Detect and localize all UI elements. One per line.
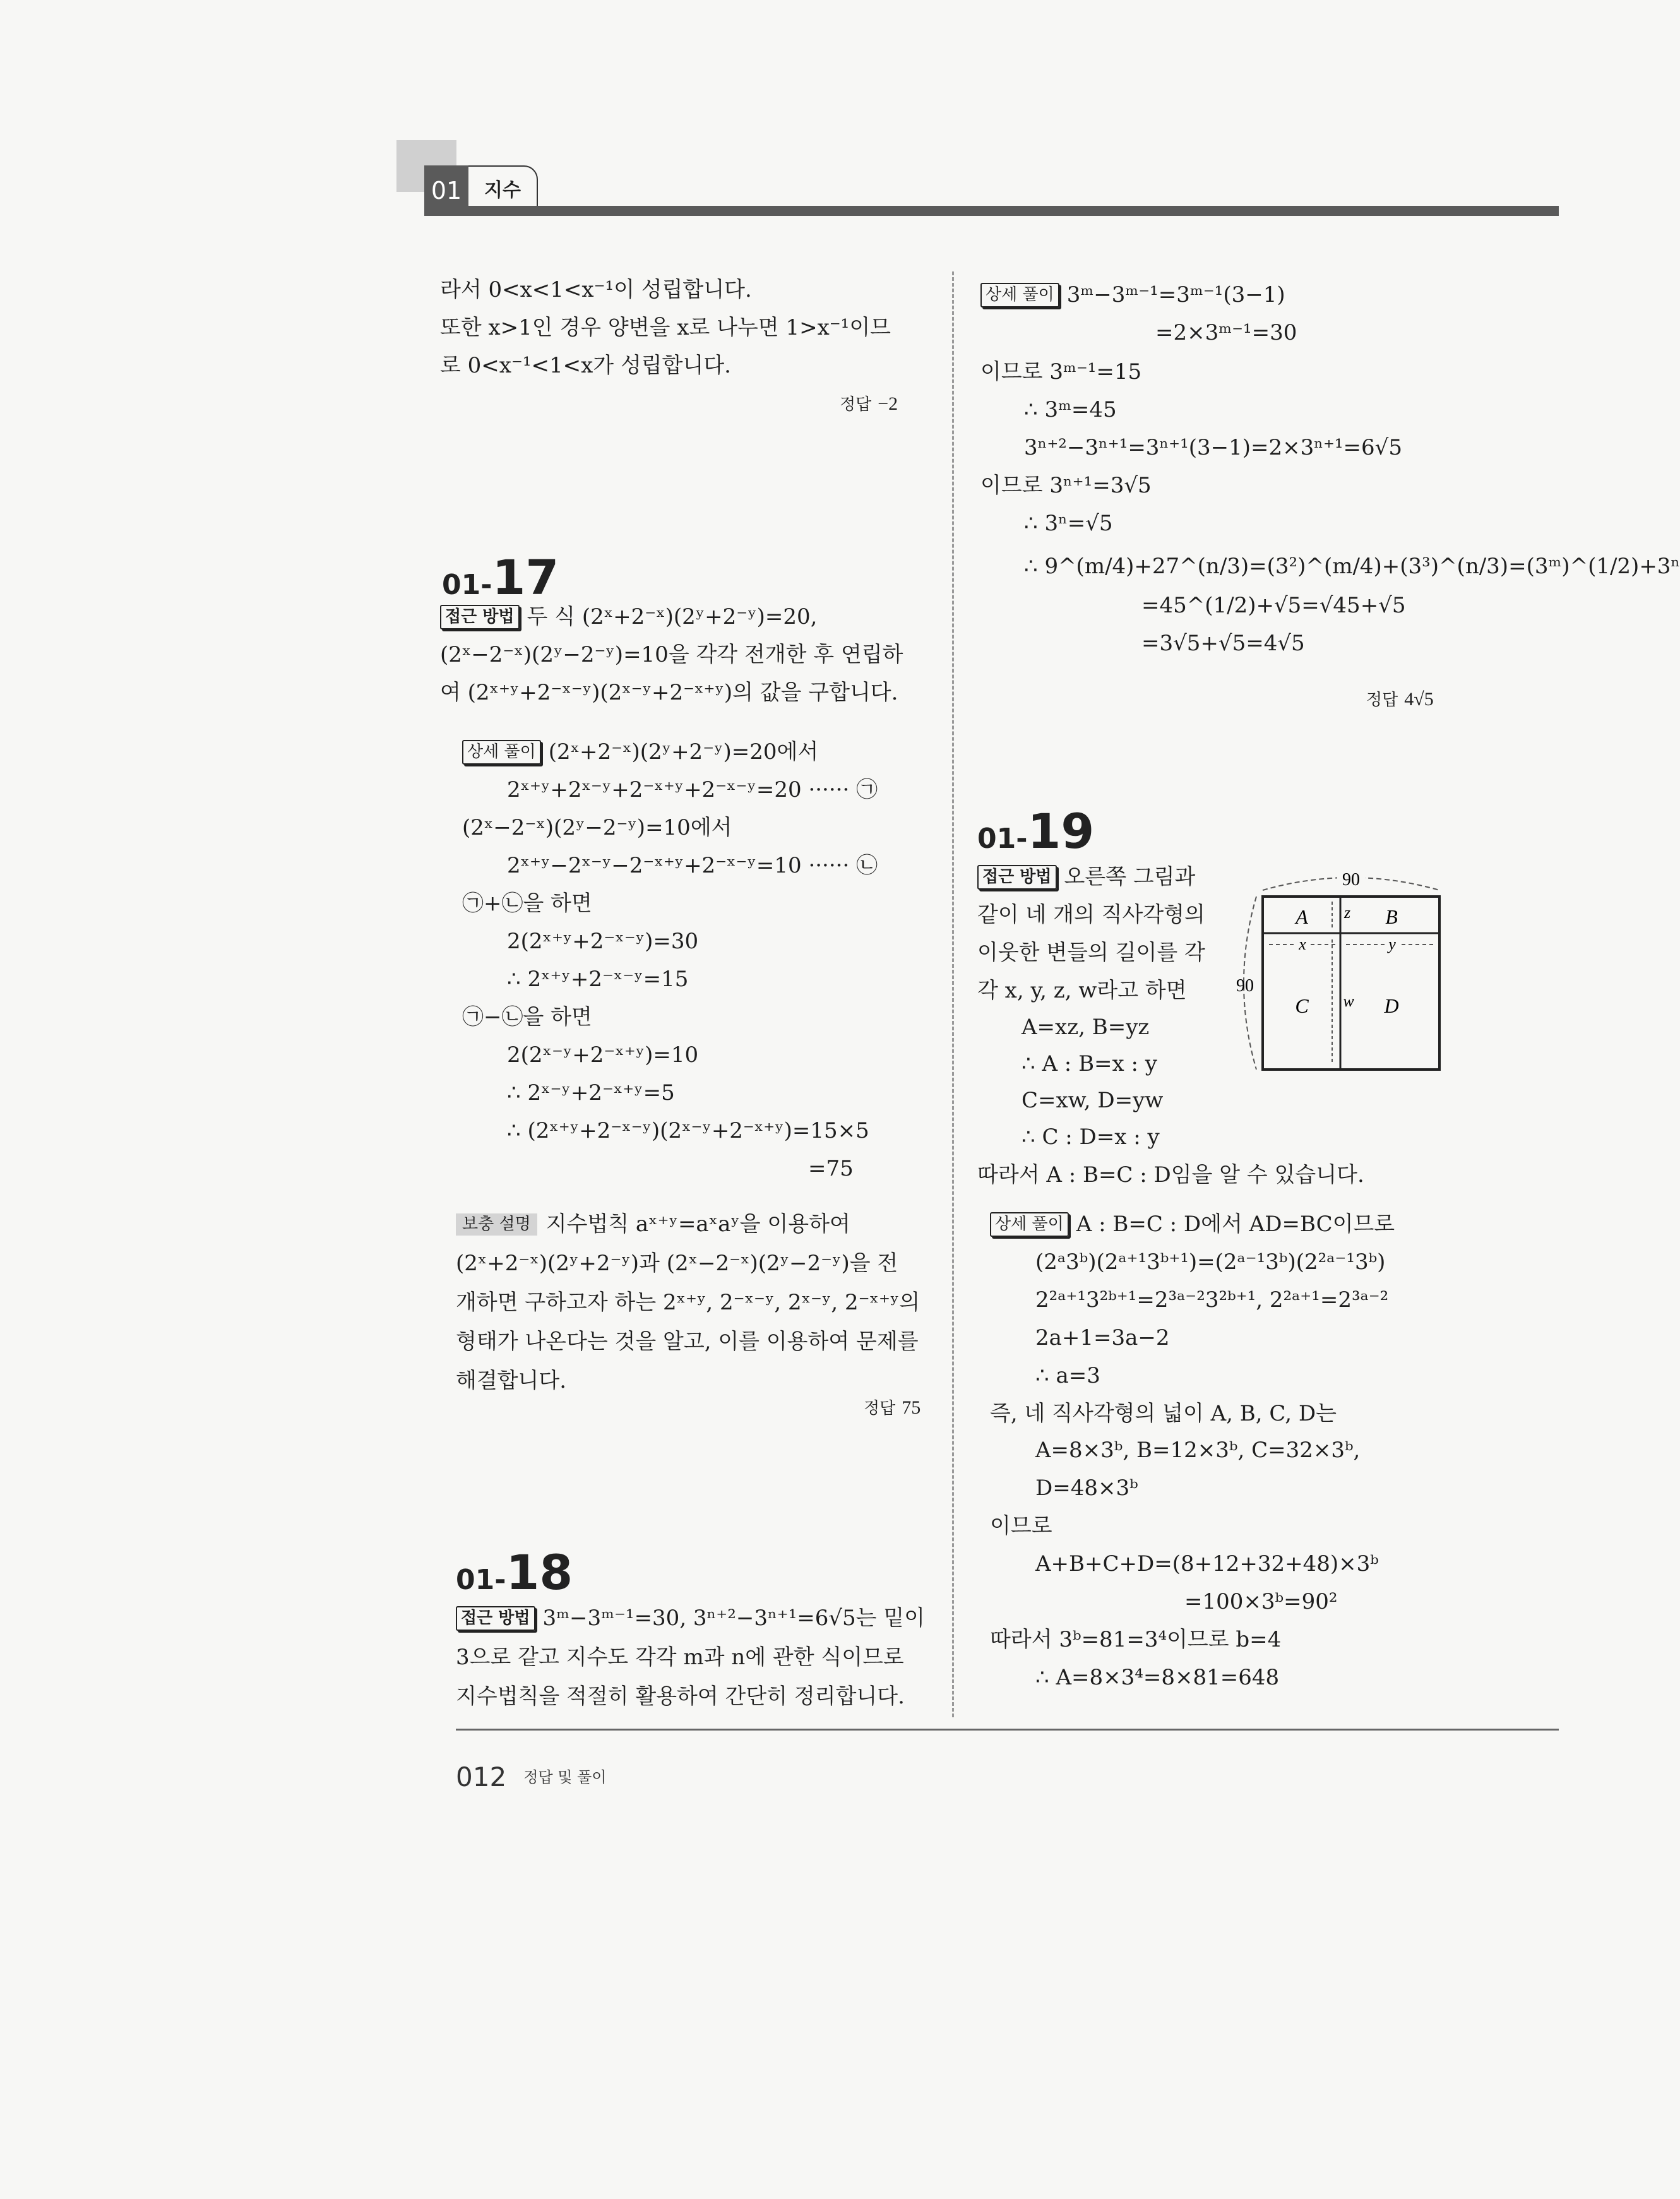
p17-detail-line-9: 2(2ˣ⁻ʸ+2⁻ˣ⁺ʸ)=10	[507, 1042, 699, 1068]
p17-detail-line-12: =75	[808, 1156, 854, 1181]
footer	[456, 1761, 606, 1792]
p19-detail-line-11: =100×3ᵇ=90²	[1184, 1589, 1338, 1614]
p17-detail-line-10: ∴ 2ˣ⁻ʸ+2⁻ˣ⁺ʸ=5	[507, 1080, 675, 1105]
intro-answer	[840, 391, 898, 415]
approach-label: 접근 방법	[977, 865, 1057, 890]
p17-detail-line-5: ㉠+㉡을 하면	[462, 891, 592, 916]
p19-approach-line-2: 같이 네 개의 직사각형의	[977, 902, 1205, 927]
problem-18-number	[456, 1544, 573, 1600]
p19-detail-line-2: (2ᵃ3ᵇ)(2ᵃ⁺¹3ᵇ⁺¹)=(2ᵃ⁻¹3ᵇ)(2²ᵃ⁻¹3ᵇ)	[1035, 1249, 1386, 1275]
rectangle-figure	[1231, 865, 1452, 1086]
p19-approach-line-8: ∴ C : D=x : y	[1022, 1124, 1160, 1150]
approach-text: 두 식 (2ˣ+2⁻ˣ)(2ʸ+2⁻ʸ)=20,	[527, 604, 818, 629]
problem-big-number: 19	[1027, 803, 1095, 859]
p19-approach-line-5: A=xz, B=yz	[1022, 1015, 1150, 1040]
region-D-label: D	[1384, 994, 1399, 1017]
problem-prefix: 01-	[456, 1564, 506, 1596]
p19-detail-line-13: ∴ A=8×3⁴=8×81=648	[1035, 1665, 1280, 1690]
answer-value: −2	[878, 393, 898, 414]
supplement-text: 지수법칙 aˣ⁺ʸ=aˣaʸ을 이용하여	[545, 1212, 850, 1237]
p18-detail-line-1	[980, 283, 1285, 307]
p19-approach-line-4: 각 x, y, z, w라고 하면	[977, 978, 1187, 1003]
p18-detail-line-4: ∴ 3ᵐ=45	[1024, 397, 1117, 422]
w-label: w	[1343, 992, 1354, 1010]
p17-detail-line-3: (2ˣ−2⁻ˣ)(2ʸ−2⁻ʸ)=10에서	[462, 815, 732, 840]
p19-detail-line-4: 2a+1=3a−2	[1035, 1325, 1170, 1350]
page-number: 012	[456, 1761, 507, 1792]
x-label: x	[1299, 935, 1306, 953]
footer-rule	[456, 1729, 1559, 1731]
region-C-label: C	[1295, 994, 1309, 1017]
footer-label: 정답 및 풀이	[523, 1768, 607, 1786]
intro-line-1: 라서 0<x<1<x⁻¹이 성립합니다.	[440, 277, 752, 302]
p19-approach-line-7: C=xw, D=yw	[1022, 1088, 1164, 1113]
problem-big-number: 18	[506, 1544, 573, 1600]
p18-approach-line-3: 지수법칙을 적절히 활용하여 간단히 정리합니다.	[456, 1684, 905, 1709]
detail-text: (2ˣ+2⁻ˣ)(2ʸ+2⁻ʸ)=20에서	[548, 739, 819, 765]
answer-label: 정답	[864, 1399, 896, 1418]
p19-approach-line-9: 따라서 A : B=C : D임을 알 수 있습니다.	[977, 1162, 1364, 1188]
p18-approach-line-2: 3으로 같고 지수도 각각 m과 n에 관한 식이므로	[456, 1645, 904, 1670]
detail-label: 상세 풀이	[462, 740, 541, 765]
header-rule	[424, 206, 1559, 216]
answer-value: 4√5	[1404, 689, 1434, 710]
p19-detail-line-5: ∴ a=3	[1035, 1363, 1100, 1388]
p19-detail-line-7: A=8×3ᵇ, B=12×3ᵇ, C=32×3ᵇ,	[1035, 1438, 1361, 1463]
answer-label: 정답	[1366, 691, 1398, 710]
problem-17-number	[442, 549, 559, 605]
z-label: z	[1343, 903, 1351, 922]
column-divider	[952, 271, 954, 1717]
p17-approach-line-1	[440, 605, 817, 629]
p19-detail-line-6: 즉, 네 직사각형의 넓이 A, B, C, D는	[990, 1401, 1337, 1426]
p19-detail-line-8: D=48×3ᵇ	[1035, 1475, 1138, 1501]
approach-text: 오른쪽 그림과	[1064, 864, 1196, 890]
problem-big-number: 17	[492, 549, 559, 605]
region-A-label: A	[1296, 905, 1308, 928]
p17-supplement-line-5: 해결합니다.	[456, 1368, 567, 1393]
p17-detail-line-7: ∴ 2ˣ⁺ʸ+2⁻ˣ⁻ʸ=15	[507, 967, 689, 992]
outer-square	[1263, 897, 1439, 1070]
intro-line-3: 로 0<x⁻¹<1<x가 성립합니다.	[440, 353, 731, 378]
answer-value: 75	[902, 1397, 921, 1418]
intro-line-2: 또한 x>1인 경우 양변을 x로 나누면 1>x⁻¹이므	[440, 315, 891, 340]
p19-detail-line-10: A+B+C+D=(8+12+32+48)×3ᵇ	[1035, 1551, 1379, 1576]
detail-text: A : B=C : D에서 AD=BC이므로	[1076, 1212, 1395, 1237]
problem-prefix: 01-	[977, 823, 1028, 855]
region-B-label: B	[1385, 905, 1398, 928]
p19-detail-line-12: 따라서 3ᵇ=81=3⁴이므로 b=4	[990, 1627, 1282, 1652]
approach-label: 접근 방법	[456, 1606, 535, 1631]
p17-supplement-line-2: (2ˣ+2⁻ˣ)(2ʸ+2⁻ʸ)과 (2ˣ−2⁻ˣ)(2ʸ−2⁻ʸ)을 전	[456, 1251, 898, 1276]
p18-detail-line-3: 이므로 3ᵐ⁻¹=15	[980, 359, 1142, 384]
chapter-number: 01	[431, 177, 462, 205]
p17-detail-line-4: 2ˣ⁺ʸ−2ˣ⁻ʸ−2⁻ˣ⁺ʸ+2⁻ˣ⁻ʸ=10 ······ ㉡	[507, 853, 878, 878]
detail-text: 3ᵐ−3ᵐ⁻¹=3ᵐ⁻¹(3−1)	[1066, 282, 1285, 307]
p17-detail-line-1	[462, 740, 818, 765]
problem-19-number	[977, 803, 1094, 859]
approach-label: 접근 방법	[440, 605, 520, 629]
y-label: y	[1388, 935, 1396, 953]
problem-prefix: 01-	[442, 569, 492, 601]
p17-detail-line-2: 2ˣ⁺ʸ+2ˣ⁻ʸ+2⁻ˣ⁺ʸ+2⁻ˣ⁻ʸ=20 ······ ㉠	[507, 777, 878, 802]
p19-detail-line-1	[990, 1212, 1395, 1237]
p18-detail-line-10: =3√5+√5=4√5	[1141, 631, 1305, 656]
p18-detail-line-2: =2×3ᵐ⁻¹=30	[1155, 320, 1297, 345]
p18-detail-line-9: =45^(1/2)+√5=√45+√5	[1141, 593, 1406, 618]
p18-detail-line-8: ∴ 9^(m/4)+27^(n/3)=(3²)^(m/4)+(3³)^(n/3)=(3ᵐ)^(1/2)+3ⁿ	[1024, 554, 1680, 579]
p17-supplement-line-3: 개하면 구하고자 하는 2ˣ⁺ʸ, 2⁻ˣ⁻ʸ, 2ˣ⁻ʸ, 2⁻ˣ⁺ʸ의	[456, 1290, 920, 1315]
detail-label: 상세 풀이	[980, 283, 1059, 307]
p19-detail-line-3: 2²ᵃ⁺¹3²ᵇ⁺¹=2³ᵃ⁻²3²ᵇ⁺¹, 2²ᵃ⁺¹=2³ᵃ⁻²	[1035, 1287, 1389, 1313]
p17-answer	[864, 1395, 920, 1419]
p19-detail-line-9: 이므로	[990, 1513, 1052, 1539]
left-length-label: 90	[1236, 976, 1254, 996]
p17-detail-line-8: ㉠−㉡을 하면	[462, 1004, 592, 1030]
p17-approach-line-2: (2ˣ−2⁻ˣ)(2ʸ−2⁻ʸ)=10을 각각 전개한 후 연립하	[440, 642, 903, 667]
p17-supplement-line-4: 형태가 나온다는 것을 알고, 이를 이용하여 문제를	[456, 1329, 919, 1354]
approach-text: 3ᵐ−3ᵐ⁻¹=30, 3ⁿ⁺²−3ⁿ⁺¹=6√5는 밑이	[542, 1606, 926, 1631]
p17-detail-line-6: 2(2ˣ⁺ʸ+2⁻ˣ⁻ʸ)=30	[507, 929, 699, 954]
p19-approach-line-1	[977, 865, 1195, 890]
p18-approach-line-1	[456, 1606, 925, 1631]
p19-approach-line-3: 이웃한 변들의 길이를 각	[977, 940, 1205, 965]
p17-approach-line-3: 여 (2ˣ⁺ʸ+2⁻ˣ⁻ʸ)(2ˣ⁻ʸ+2⁻ˣ⁺ʸ)의 값을 구합니다.	[440, 680, 898, 705]
p18-detail-line-7: ∴ 3ⁿ=√5	[1024, 511, 1113, 536]
p19-approach-line-6: ∴ A : B=x : y	[1022, 1051, 1157, 1076]
supplement-label: 보충 설명	[456, 1213, 537, 1236]
answer-label: 정답	[840, 395, 872, 414]
top-length-label: 90	[1342, 870, 1360, 890]
p18-detail-line-6: 이므로 3ⁿ⁺¹=3√5	[980, 473, 1152, 498]
p18-answer	[1366, 687, 1434, 710]
p17-supplement-line-1	[456, 1212, 850, 1237]
detail-label: 상세 풀이	[990, 1212, 1069, 1237]
p17-detail-line-11: ∴ (2ˣ⁺ʸ+2⁻ˣ⁻ʸ)(2ˣ⁻ʸ+2⁻ˣ⁺ʸ)=15×5	[507, 1118, 869, 1143]
chapter-title: 지수	[484, 179, 521, 201]
p18-detail-line-5: 3ⁿ⁺²−3ⁿ⁺¹=3ⁿ⁺¹(3−1)=2×3ⁿ⁺¹=6√5	[1024, 435, 1402, 460]
